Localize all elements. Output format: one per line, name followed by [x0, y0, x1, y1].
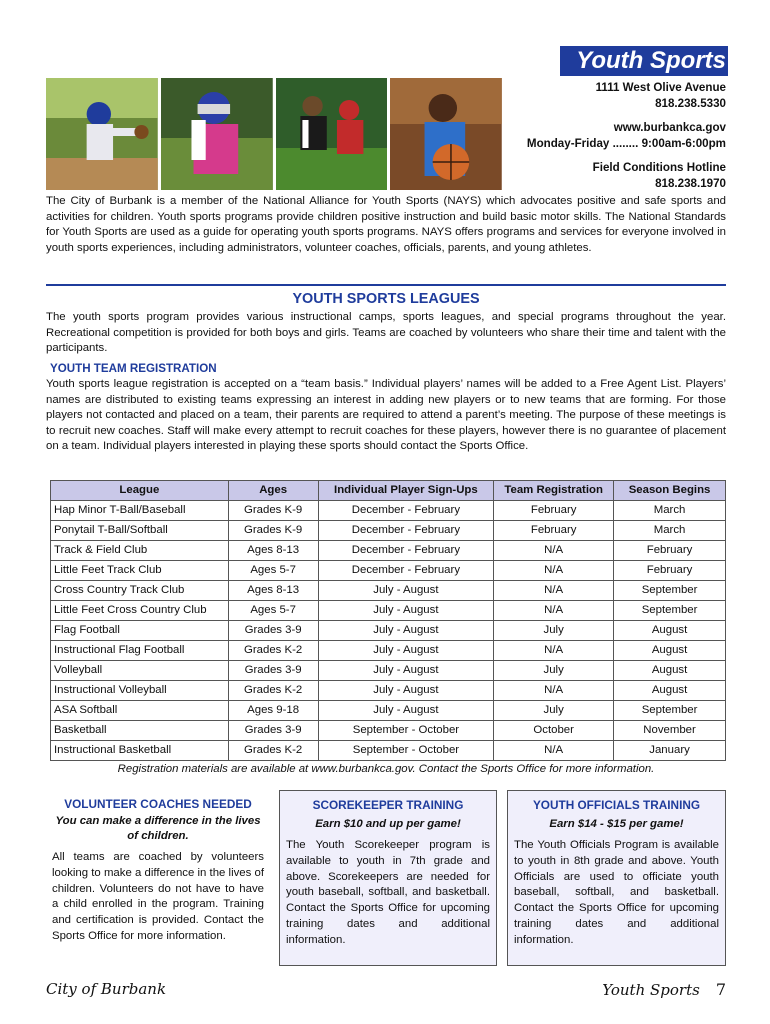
footer-section-name: Youth Sports: [602, 981, 700, 999]
officials-title: YOUTH OFFICIALS TRAINING: [532, 798, 701, 812]
officials-body: The Youth Officials Program is available to youth in 8th grade and above. Youth Officials are used to officiate youth baseball, softball, and basketball. Contact the Sports Office for upcoming training dates and additional information.: [514, 839, 719, 946]
cell-ages: Grades 3-9: [228, 621, 318, 641]
cell-ages: Grades 3-9: [228, 661, 318, 681]
volunteer-body: All teams are coached by volunteers looking to make a difference in the lives of children. Volunteers do not have to have a child enrolled in the program. Training and certification is provided. Contact the Sports Office for more information.: [52, 851, 264, 942]
cell-signups: July - August: [318, 701, 494, 721]
cell-ages: Grades K-9: [228, 521, 318, 541]
cell-signups: July - August: [318, 601, 494, 621]
cell-ages: Grades K-9: [228, 501, 318, 521]
volunteer-coaches-box: [50, 790, 266, 960]
cell-league: Little Feet Cross Country Club: [51, 601, 229, 621]
cell-team-registration: July: [494, 661, 614, 681]
officials-box: [507, 790, 726, 966]
cell-ages: Grades 3-9: [228, 721, 318, 741]
table-row: [51, 581, 726, 601]
cell-league: Hap Minor T-Ball/Baseball: [51, 501, 229, 521]
cell-signups: December - February: [318, 541, 494, 561]
table-row: [51, 521, 726, 541]
col-header-team-registration: Team Registration: [494, 481, 614, 501]
section-divider: [46, 284, 726, 286]
table-row: [51, 641, 726, 661]
cell-ages: Ages 9-18: [228, 701, 318, 721]
table-row: [51, 541, 726, 561]
cell-team-registration: February: [494, 501, 614, 521]
cell-signups: December - February: [318, 561, 494, 581]
table-header-row: [51, 481, 726, 501]
cell-ages: Ages 5-7: [228, 561, 318, 581]
photo-strip: [46, 78, 502, 190]
cell-signups: July - August: [318, 641, 494, 661]
address: 1111 West Olive Avenue: [595, 81, 726, 94]
officials-subtitle: Earn $14 - $15 per game!: [549, 818, 684, 830]
cell-signups: July - August: [318, 681, 494, 701]
cell-season-begins: August: [614, 641, 726, 661]
cell-season-begins: August: [614, 661, 726, 681]
scorekeeper-title: SCOREKEEPER TRAINING: [312, 798, 464, 812]
cell-signups: July - August: [318, 661, 494, 681]
cell-ages: Ages 5-7: [228, 601, 318, 621]
cell-signups: July - August: [318, 581, 494, 601]
cell-league: Basketball: [51, 721, 229, 741]
volunteer-title: VOLUNTEER COACHES NEEDED: [64, 797, 252, 811]
cell-season-begins: September: [614, 581, 726, 601]
table-row: [51, 721, 726, 741]
cell-team-registration: October: [494, 721, 614, 741]
softball-photo: [161, 78, 273, 190]
intro-paragraph: The City of Burbank is a member of the National Alliance for Youth Sports (NAYS) which advocates positive and safe sports and activities for children. Youth sports programs provide children positive instruction and build basic motor skills. The National Standards for Youth Sports are used as a guide for operating youth sports programs. NAYS offers programs and services for everyone involved in youth sports experiences, including administrators, volunteer coaches, officials, parents, and young athletes.: [46, 195, 726, 254]
cell-ages: Grades K-2: [228, 681, 318, 701]
cell-team-registration: July: [494, 621, 614, 641]
footer-section: [602, 982, 726, 999]
contact-info: [516, 80, 726, 192]
phone: 818.238.5330: [655, 97, 726, 110]
cell-season-begins: August: [614, 621, 726, 641]
cell-season-begins: September: [614, 601, 726, 621]
cell-signups: December - February: [318, 521, 494, 541]
table-row: [51, 501, 726, 521]
table-row: [51, 601, 726, 621]
scorekeeper-body: The Youth Scorekeeper program is available to youth in 7th grade and above. Scorekeepers are needed for youth baseball, softball, and basketball. Contact the Sports Office for upcoming training dates and additional information.: [286, 839, 490, 946]
cell-league: Instructional Volleyball: [51, 681, 229, 701]
cell-ages: Ages 8-13: [228, 581, 318, 601]
cell-season-begins: January: [614, 741, 726, 761]
cell-season-begins: November: [614, 721, 726, 741]
table-row: [51, 681, 726, 701]
cell-signups: July - August: [318, 621, 494, 641]
leagues-paragraph: The youth sports program provides various instructional camps, sports leagues, and special programs throughout the year. Recreational competition is provided for both boys and girls. Teams are coached by volunteers who share their time and talent with the participants.: [46, 311, 726, 355]
cell-league: Track & Field Club: [51, 541, 229, 561]
leagues-table: [50, 480, 726, 761]
cell-ages: Ages 8-13: [228, 541, 318, 561]
hotline-phone: 818.238.1970: [655, 177, 726, 190]
footer-city: City of Burbank: [46, 980, 167, 998]
table-row: [51, 741, 726, 761]
col-header-ages: Ages: [228, 481, 318, 501]
cell-season-begins: March: [614, 521, 726, 541]
leagues-heading: YOUTH SPORTS LEAGUES: [292, 291, 480, 307]
table-row: [51, 701, 726, 721]
cell-league: Volleyball: [51, 661, 229, 681]
cell-ages: Grades K-2: [228, 741, 318, 761]
cell-season-begins: March: [614, 501, 726, 521]
cell-season-begins: February: [614, 561, 726, 581]
scorekeeper-box: [279, 790, 497, 966]
cell-team-registration: N/A: [494, 681, 614, 701]
baseball-photo: [46, 78, 158, 190]
page-number: 7: [715, 980, 726, 999]
cell-team-registration: N/A: [494, 741, 614, 761]
cell-league: Instructional Basketball: [51, 741, 229, 761]
cell-team-registration: N/A: [494, 601, 614, 621]
cell-league: Ponytail T-Ball/Softball: [51, 521, 229, 541]
flag-football-photo: [276, 78, 388, 190]
cell-season-begins: September: [614, 701, 726, 721]
cell-league: ASA Softball: [51, 701, 229, 721]
table-row: [51, 621, 726, 641]
cell-league: Instructional Flag Football: [51, 641, 229, 661]
cell-league: Little Feet Track Club: [51, 561, 229, 581]
basketball-photo: [390, 78, 502, 190]
cell-signups: September - October: [318, 741, 494, 761]
table-row: [51, 661, 726, 681]
website-link[interactable]: www.burbankca.gov: [613, 121, 726, 134]
col-header-signups: Individual Player Sign-Ups: [318, 481, 494, 501]
table-row: [51, 561, 726, 581]
cell-signups: September - October: [318, 721, 494, 741]
cell-team-registration: February: [494, 521, 614, 541]
cell-ages: Grades K-2: [228, 641, 318, 661]
cell-team-registration: N/A: [494, 641, 614, 661]
office-hours: Monday-Friday ........ 9:00am-6:00pm: [526, 137, 726, 150]
cell-team-registration: N/A: [494, 561, 614, 581]
cell-league: Flag Football: [51, 621, 229, 641]
hotline-label: Field Conditions Hotline: [592, 161, 726, 174]
cell-signups: December - February: [318, 501, 494, 521]
volunteer-subtitle: You can make a difference in the lives of children.: [55, 815, 261, 842]
cell-team-registration: N/A: [494, 581, 614, 601]
cell-team-registration: July: [494, 701, 614, 721]
registration-heading: YOUTH TEAM REGISTRATION: [50, 362, 217, 375]
registration-note: Registration materials are available at www.burbankca.gov. Contact the Sports Office for more information.: [117, 763, 655, 775]
cell-season-begins: February: [614, 541, 726, 561]
page-title: Youth Sports: [576, 47, 726, 74]
cell-league: Cross Country Track Club: [51, 581, 229, 601]
scorekeeper-subtitle: Earn $10 and up per game!: [315, 818, 461, 830]
cell-season-begins: August: [614, 681, 726, 701]
col-header-league: League: [51, 481, 229, 501]
cell-team-registration: N/A: [494, 541, 614, 561]
registration-paragraph: Youth sports league registration is accepted on a “team basis.” Individual players’ names will be added to a Free Agent List. Players’ names are distributed to existing teams expressing an interest in adding new players or to new teams that are forming. For those players not contacted and placed on a team, their parents are required to attend a parent’s meeting. The purpose of these meetings is to recruit new coaches. Staff will make every attempt to recruit coaches for these players, however there is no guarantee of placement on a team. Individual players interested in playing these sports should contact the Sports Office.: [46, 378, 726, 453]
col-header-season-begins: Season Begins: [614, 481, 726, 501]
